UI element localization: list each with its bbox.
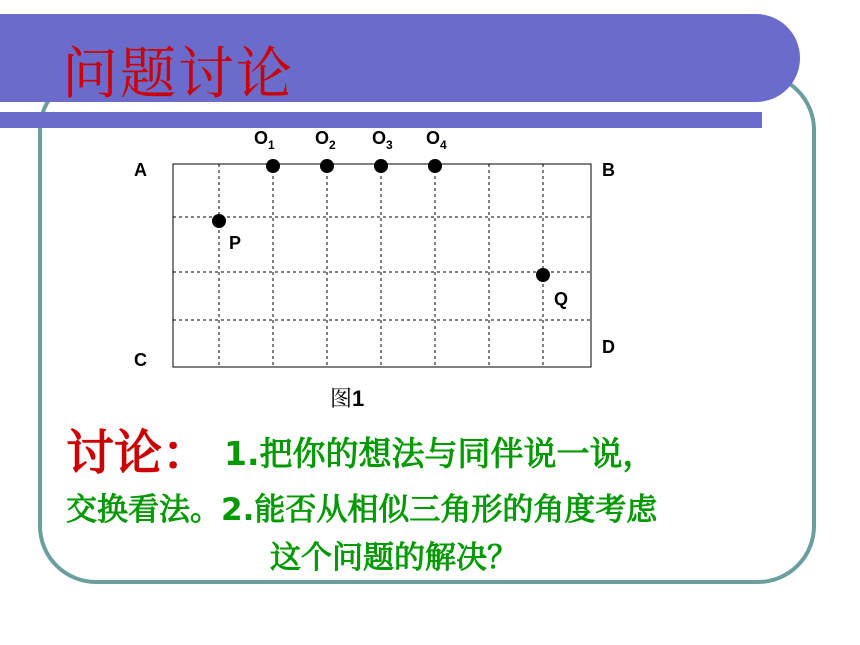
discussion-line-1: [66, 414, 656, 483]
point-o4: [428, 159, 442, 173]
grid-figure: [120, 120, 640, 380]
caption-number: 1: [352, 386, 365, 411]
corner-label-b: B: [602, 160, 615, 180]
label-o4: $O_4$: [426, 128, 447, 152]
label-q: Q: [554, 289, 569, 309]
label-o3: $O_3$: [372, 128, 393, 152]
label-o2: $O_2$: [315, 128, 336, 152]
caption-prefix: 图: [330, 387, 353, 412]
grid-lines: [173, 164, 591, 367]
label-o1: $O_1$: [254, 128, 275, 152]
discussion-line-3: 这个问题的解决？: [270, 540, 518, 576]
point-o3: [374, 159, 388, 173]
corner-label-a: A: [134, 160, 147, 180]
rectangle-abcd: [173, 164, 591, 367]
point-q: [536, 268, 550, 282]
discussion-line-2: 交换看法。2.能否从相似三角形的角度考虑: [66, 492, 658, 528]
title-bar: [0, 14, 800, 107]
discussion-question-1: 1.把你的想法与同伴说一说，: [224, 434, 656, 473]
point-o1: [266, 159, 280, 173]
point-o2: [320, 159, 334, 173]
figure-caption: [330, 382, 364, 413]
corner-label-d: D: [602, 337, 615, 357]
corner-label-c: C: [134, 350, 147, 370]
point-p: [212, 214, 226, 228]
label-p: P: [229, 233, 242, 253]
page-title: 问题讨论: [62, 42, 294, 107]
discussion-label: 讨论：: [66, 425, 211, 481]
